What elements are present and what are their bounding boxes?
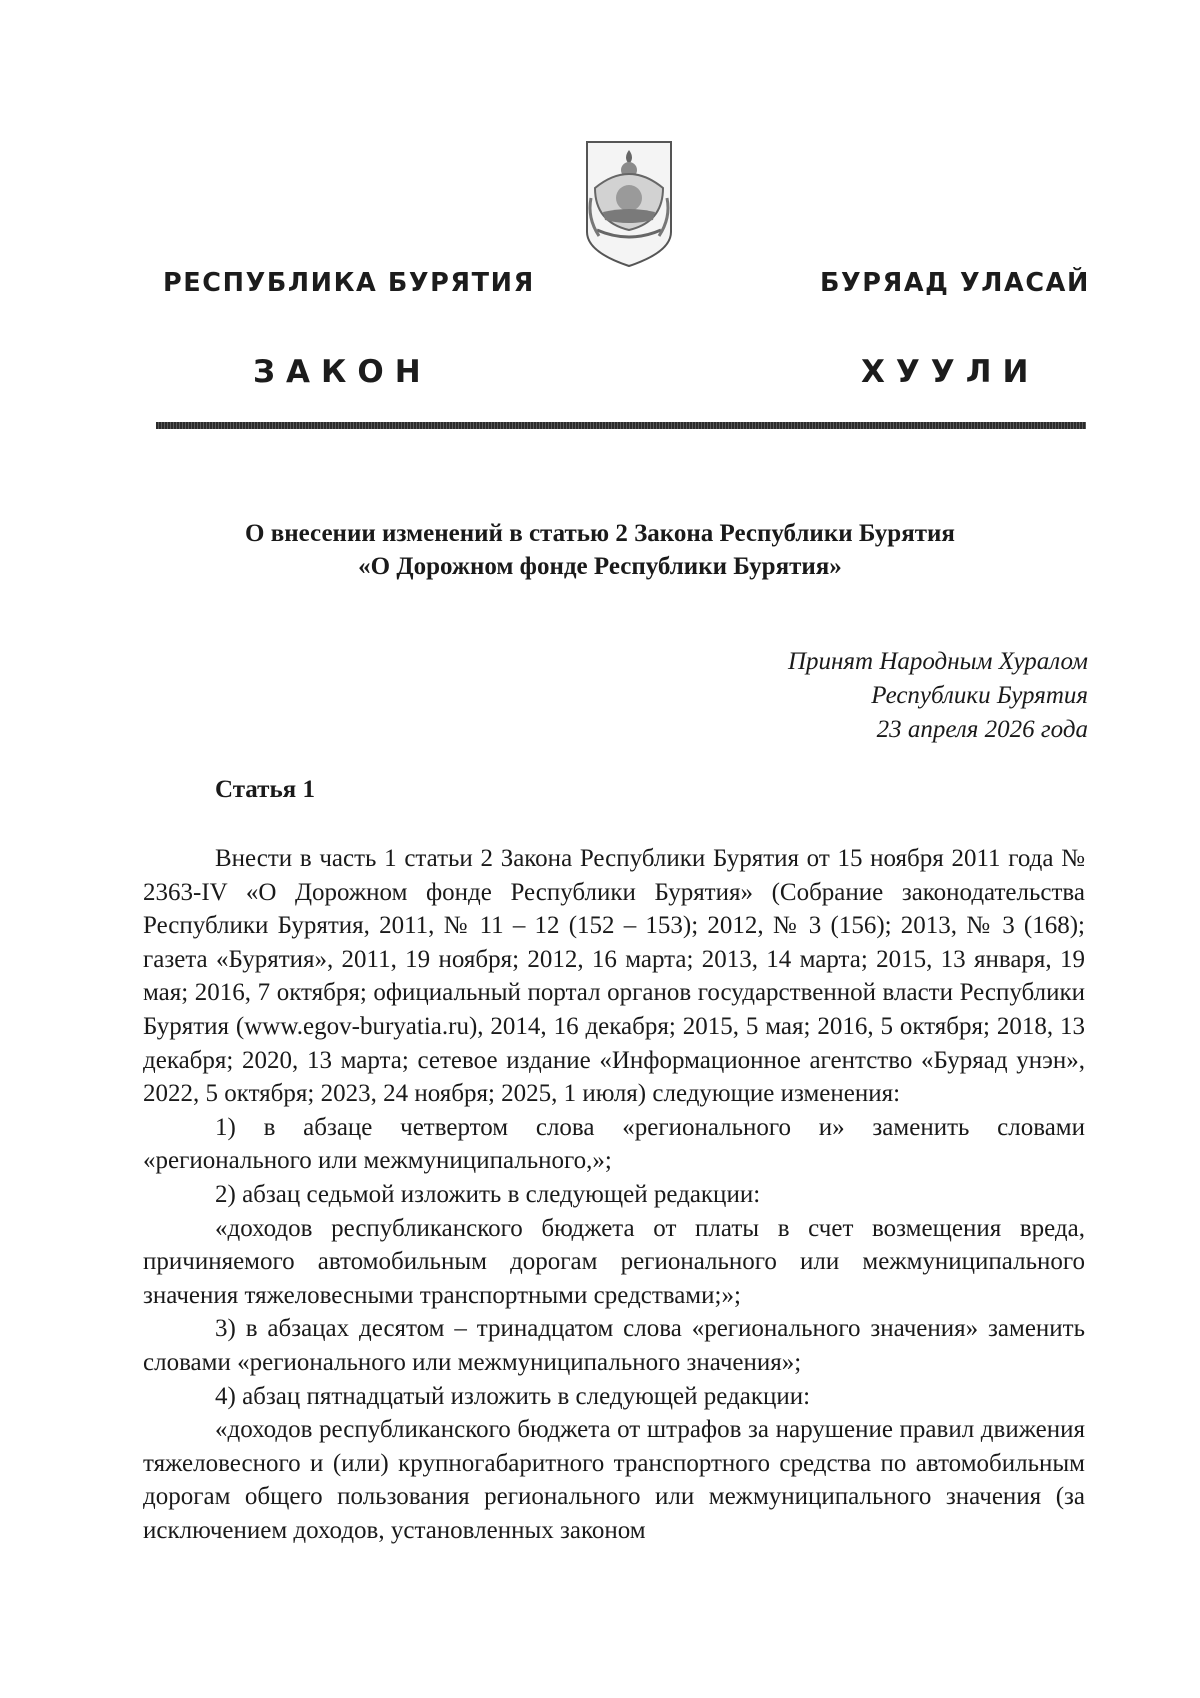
adoption-line-2: Республики Бурятия [871,682,1088,709]
article-paragraph: 1) в абзаце четвертом слова «регионального и» заменить словами «регионального или межмуниципального,»; [143,1113,1085,1175]
article-paragraph: «доходов республиканского бюджета от платы в счет возмещения вреда, причиняемого автомобильным дорогам регионального или межмуниципального значения тяжеловесными транспортными средствами;»; [143,1214,1085,1309]
document-title [140,517,1060,583]
header-divider [156,422,1086,429]
article-paragraph: 2) абзац седьмой изложить в следующей редакции: [215,1180,761,1208]
article-paragraph: «доходов республиканского бюджета от штрафов за нарушение правил движения тяжеловесного и (или) крупногабаритного транспортного средства по автомобильным дорогам общего пользования регионального или межмуниципального значения (за исключением доходов, установленных законом [143,1416,1085,1544]
article-paragraph: 3) в абзацах десятом – тринадцатом слова «регионального значения» заменить словами «регионального или межмуниципального значения»; [143,1315,1085,1376]
law-label-buryat: ХУУЛИ [861,354,1040,390]
title-line-2: «О Дорожном фонде Республики Бурятия» [358,553,842,580]
adoption-note [788,645,1088,747]
republic-name-buryat: БУРЯАД УЛАСАЙ [820,268,1090,298]
adoption-line-1: Принят Народным Хуралом [787,648,1088,675]
article-paragraph: 4) абзац пятнадцатый изложить в следующей редакции: [215,1382,811,1410]
article-body [143,842,1085,1547]
coat-of-arms-icon [583,140,675,268]
adoption-date: 23 апреля 2026 года [876,716,1088,743]
republic-name-russian: РЕСПУБЛИКА БУРЯТИЯ [163,268,535,298]
title-line-1: О внесении изменений в статью 2 Закона Республики Бурятия [245,520,955,547]
law-label-russian: ЗАКОН [253,354,432,390]
article-heading: Статья 1 [215,776,315,803]
article-paragraph: Внести в часть 1 статьи 2 Закона Республики Бурятия от 15 ноября 2011 года № 2363-IV «О Дорожном фонде Республики Бурятия» (Собрание законодательства Республики Бурятия, 2011, № 11 – 12 (152 – 153); 2012, № 3 (156); 2013, № 3 (168); газета «Бурятия», 2011, 19 ноября; 2012, 16 марта; 2013, 14 марта; 2015, 13 января, 19 мая; 2016, 7 октября; официальный портал органов государственной власти Республики Бурятия (www.egov-buryatia.ru), 2014, 16 декабря; 2015, 5 мая; 2016, 5 октября; 2018, 13 декабря; 2020, 13 марта; сетевое издание «Информационное агентство «Буряад унэн», 2022, 5 октября; 2023, 24 ноября; 2025, 1 июля) следующие изменения: [143,845,1085,1108]
